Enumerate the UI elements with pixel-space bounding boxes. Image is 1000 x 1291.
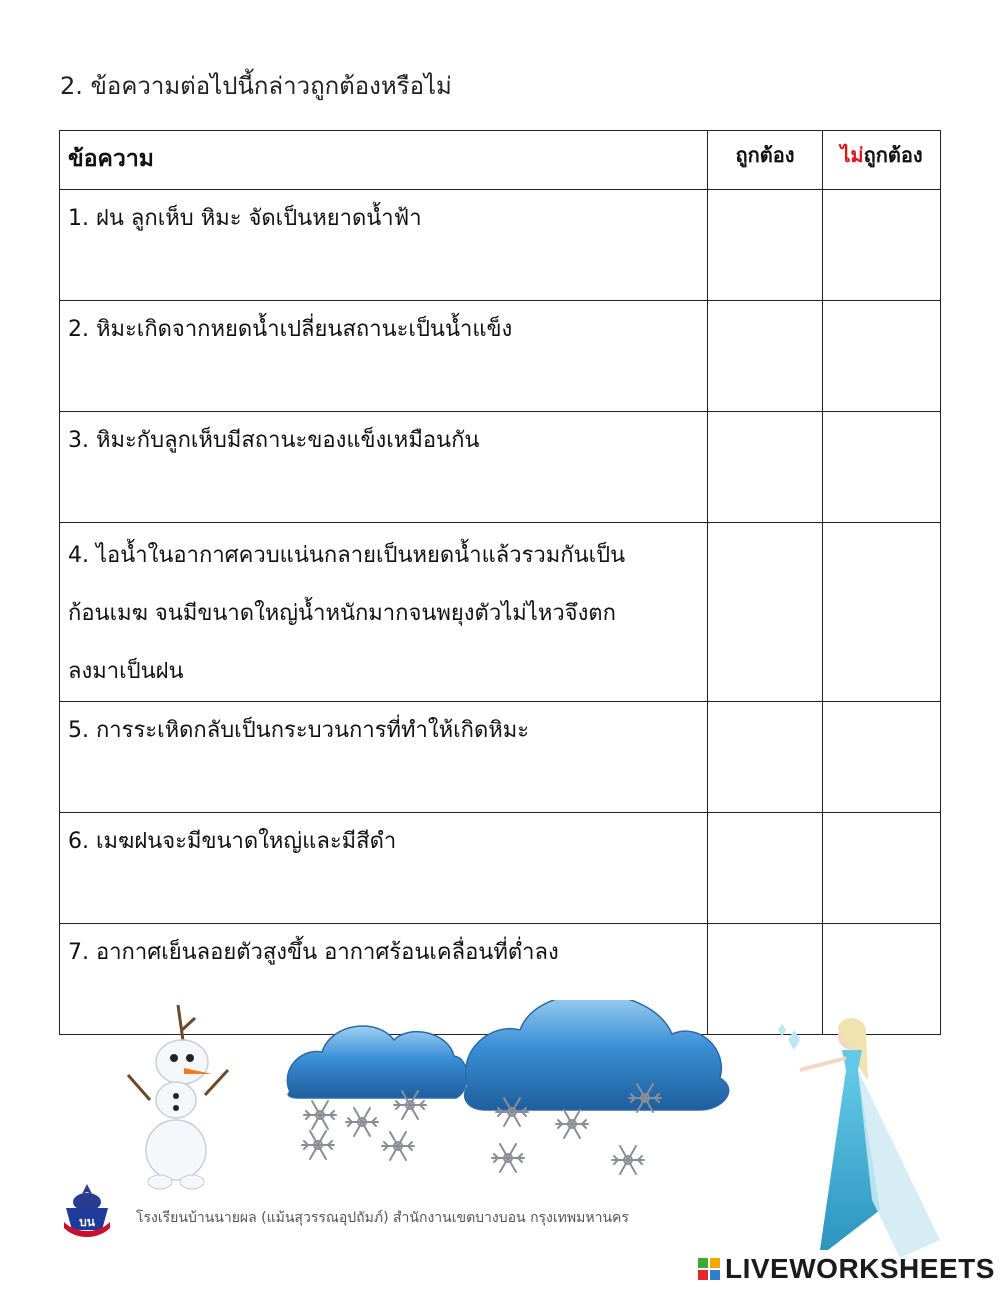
header-statement: ข้อความ	[60, 131, 708, 190]
snowflake-icon	[304, 1101, 336, 1129]
table-row	[60, 412, 941, 523]
answer-correct-cell[interactable]	[708, 813, 823, 924]
statement-cell	[60, 813, 708, 924]
statement-text: 2. หิมะเกิดจากหยดน้ำเปลี่ยนสถานะเป็นน้ำแข็ง	[68, 317, 513, 342]
statement-text: 3. หิมะกับลูกเห็บมีสถานะของแข็งเหมือนกัน	[68, 428, 480, 453]
snow-cloud-icon	[465, 1000, 729, 1110]
header-incorrect	[823, 131, 941, 190]
snowflake-icon	[556, 1110, 588, 1138]
winter-illustrations	[0, 1000, 1000, 1291]
school-logo	[58, 1182, 116, 1238]
statement-text: 7. อากาศเย็นลอยตัวสูงขึ้น อากาศร้อนเคลื่อนที่ต่ำลง	[68, 940, 559, 965]
answer-correct-cell[interactable]	[708, 702, 823, 813]
table-row	[60, 813, 941, 924]
header-incorrect-not: ไม่	[840, 143, 864, 167]
liveworksheets-icon	[697, 1257, 721, 1281]
statement-table	[59, 130, 941, 1035]
answer-incorrect-cell[interactable]	[823, 813, 941, 924]
snowflake-icon	[382, 1132, 414, 1160]
snowflake-icon	[612, 1146, 644, 1174]
answer-incorrect-cell[interactable]	[823, 702, 941, 813]
statement-text: 1. ฝน ลูกเห็บ หิมะ จัดเป็นหยาดน้ำฟ้า	[68, 206, 422, 231]
question-title: 2. ข้อความต่อไปนี้กล่าวถูกต้องหรือไม่	[60, 72, 452, 100]
table-row	[60, 523, 941, 702]
statement-text-line: ก้อนเมฆ จนมีขนาดใหญ่น้ำหนักมากจนพยุงตัวไม่ไหวจึงตก	[68, 601, 616, 626]
answer-incorrect-cell[interactable]	[823, 523, 941, 702]
statement-text: 5. การระเหิดกลับเป็นกระบวนการที่ทำให้เกิดหิมะ	[68, 718, 530, 743]
liveworksheets-text: LIVEWORKSHEETS	[725, 1253, 995, 1284]
answer-correct-cell[interactable]	[708, 190, 823, 301]
snowflake-icon	[302, 1131, 334, 1159]
statement-text-line: 4. ไอน้ำในอากาศควบแน่นกลายเป็นหยดน้ำแล้วรวมกันเป็น	[68, 543, 626, 568]
snowflake-icon	[492, 1144, 524, 1172]
answer-correct-cell[interactable]	[708, 301, 823, 412]
statement-cell	[60, 523, 708, 702]
table-row	[60, 702, 941, 813]
answer-incorrect-cell[interactable]	[823, 190, 941, 301]
statement-text-line: ลงมาเป็นฝน	[68, 659, 184, 684]
table-header-row	[60, 131, 941, 190]
header-correct: ถูกต้อง	[708, 131, 823, 190]
statement-text: 6. เมฆฝนจะมีขนาดใหญ่และมีสีดำ	[68, 829, 397, 854]
header-incorrect-rest: ถูกต้อง	[863, 143, 923, 167]
princess-figure	[778, 1018, 940, 1258]
snowman-figure	[128, 1005, 228, 1189]
snowflake-icon	[346, 1108, 378, 1136]
statement-cell	[60, 301, 708, 412]
statement-cell	[60, 412, 708, 523]
table-row	[60, 301, 941, 412]
statement-cell	[60, 702, 708, 813]
statement-cell	[60, 190, 708, 301]
school-logo-letters: บน	[79, 1215, 95, 1229]
snow-cloud-icon	[287, 1026, 467, 1098]
answer-incorrect-cell[interactable]	[823, 301, 941, 412]
table-row	[60, 190, 941, 301]
school-name: โรงเรียนบ้านนายผล (แม้นสุวรรณอุปถัมภ์) สำนักงานเขตบางบอน กรุงเทพมหานคร	[136, 1210, 629, 1226]
answer-correct-cell[interactable]	[708, 412, 823, 523]
answer-incorrect-cell[interactable]	[823, 412, 941, 523]
answer-correct-cell[interactable]	[708, 523, 823, 702]
liveworksheets-logo[interactable]	[697, 1253, 995, 1285]
